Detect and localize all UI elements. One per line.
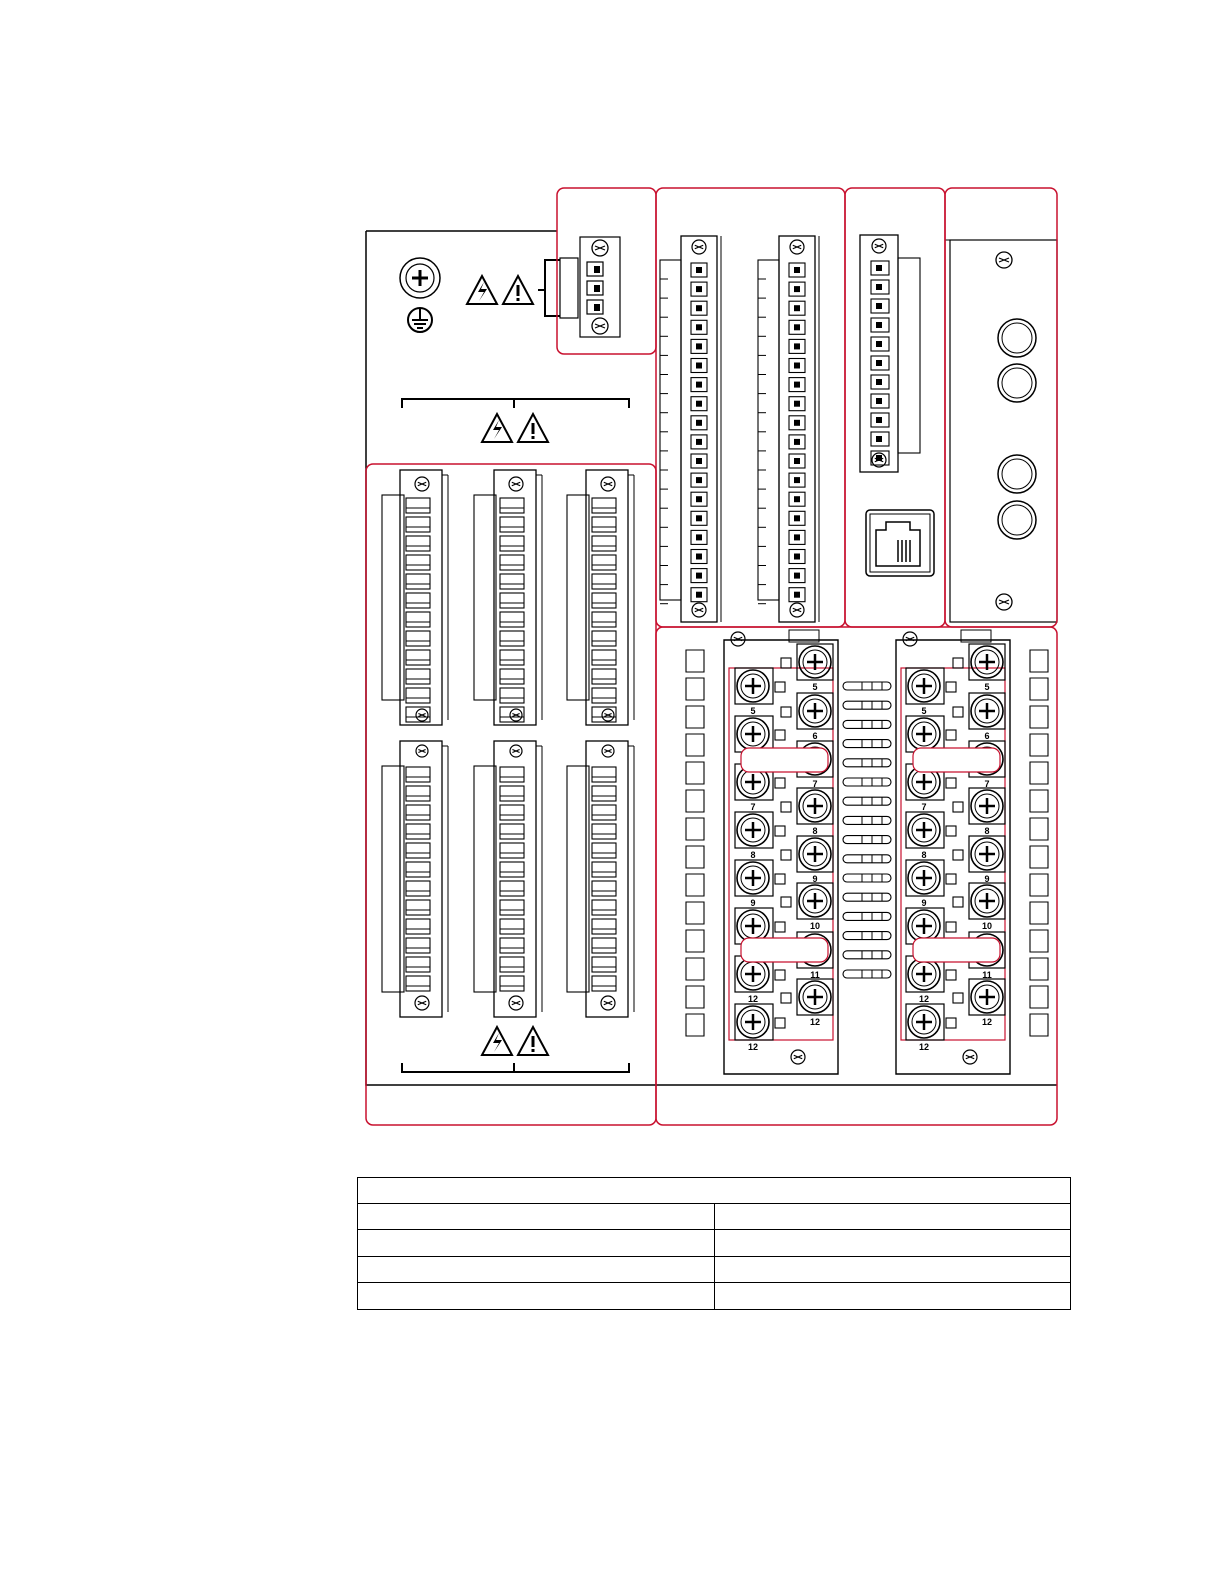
terminal-contact — [406, 824, 430, 839]
legend-table — [357, 1177, 1071, 1310]
terminal-contact — [592, 574, 616, 589]
terminal-contact — [500, 650, 524, 665]
slot-fiber — [945, 188, 1057, 627]
terminal-contact — [592, 650, 616, 665]
ct-terminal-label: 5 — [812, 682, 818, 692]
terminal-screw-icon — [872, 239, 886, 253]
ct-terminal-label: 9 — [750, 898, 756, 908]
ground-screw-icon — [400, 258, 440, 298]
terminal-screw-icon — [510, 745, 522, 757]
terminal-contact — [406, 688, 430, 703]
terminal-contact — [500, 862, 524, 877]
terminal-contact — [406, 536, 430, 551]
terminal-contact — [592, 805, 616, 820]
shorting-link — [843, 740, 891, 748]
lower-io-warning-icons — [482, 1027, 548, 1055]
terminal-contact — [592, 517, 616, 532]
terminal-screw-icon — [903, 632, 917, 646]
terminal-contact — [406, 976, 430, 991]
shorting-link — [843, 970, 891, 978]
label-placeholder — [913, 748, 1000, 772]
label-placeholder — [741, 748, 828, 772]
shorting-link — [843, 701, 891, 709]
ct-terminal-label: 12 — [981, 1017, 993, 1027]
terminal-contact — [500, 536, 524, 551]
terminal-contact — [592, 919, 616, 934]
terminal-contact — [592, 900, 616, 915]
terminal-screw-icon — [416, 745, 428, 757]
shorting-link — [843, 816, 891, 824]
shorting-link — [843, 797, 891, 805]
terminal-contact — [500, 976, 524, 991]
ct-terminal-label: 7 — [812, 779, 818, 789]
terminal-contact — [500, 919, 524, 934]
ct-terminal-label: 6 — [812, 731, 818, 741]
terminal-contact — [500, 805, 524, 820]
table-header-row — [358, 1203, 1071, 1230]
terminal-contact — [592, 767, 616, 782]
slot-lower-io — [366, 464, 656, 1125]
ct-terminal-label: 12 — [918, 1042, 930, 1052]
shorting-link — [843, 874, 891, 882]
terminal-contact — [592, 555, 616, 570]
terminal-contact — [406, 900, 430, 915]
shorting-link — [843, 759, 891, 767]
shorting-link — [843, 855, 891, 863]
ct-terminal-label: 8 — [984, 826, 990, 836]
terminal-contact — [406, 612, 430, 627]
terminal-contact — [500, 843, 524, 858]
terminal-contact — [592, 669, 616, 684]
fiber-module — [950, 240, 1057, 622]
table-cell — [358, 1283, 715, 1310]
terminal-contact — [500, 517, 524, 532]
terminal-contact — [406, 957, 430, 972]
ct-terminal-label: 7 — [921, 802, 927, 812]
ct-terminal-label: 5 — [750, 706, 756, 716]
terminal-contact — [592, 593, 616, 608]
ct-terminal-label: 8 — [812, 826, 818, 836]
ct-terminal-label: 12 — [747, 1042, 759, 1052]
terminal-contact — [500, 786, 524, 801]
terminal-contact — [406, 767, 430, 782]
terminal-contact — [406, 555, 430, 570]
ct-terminal-label: 12 — [809, 1017, 821, 1027]
terminal-contact — [406, 938, 430, 953]
ct-terminal-label: 9 — [921, 898, 927, 908]
table-title — [358, 1178, 1071, 1204]
terminal-contact — [592, 536, 616, 551]
terminal-contact — [592, 957, 616, 972]
ct-terminal-label: 7 — [984, 779, 990, 789]
table-cell — [714, 1256, 1071, 1283]
ct-terminal-label: 9 — [812, 874, 818, 884]
terminal-contact — [592, 843, 616, 858]
terminal-contact — [592, 688, 616, 703]
shorting-link — [843, 778, 891, 786]
fiber-port-icon — [998, 501, 1036, 539]
terminal-contact — [592, 938, 616, 953]
terminal-screw-icon — [509, 996, 523, 1010]
shorting-link — [843, 836, 891, 844]
ct-terminal-label: 11 — [982, 970, 992, 980]
terminal-contact — [500, 900, 524, 915]
upper-terminal-strips — [660, 235, 920, 622]
io-terminal-blocks — [382, 470, 634, 1017]
terminal-screw-icon — [692, 240, 706, 254]
terminal-screw-icon — [415, 477, 429, 491]
terminal-screw-icon — [791, 1050, 805, 1064]
table-header-cell — [714, 1203, 1071, 1230]
slot-upper-io — [656, 188, 845, 627]
ct-terminal-label: 11 — [810, 970, 820, 980]
terminal-plug — [779, 236, 815, 622]
terminal-contact — [406, 593, 430, 608]
fiber-port-icon — [998, 364, 1036, 402]
slot-power — [557, 188, 656, 354]
terminal-screw-icon — [601, 996, 615, 1010]
ct-terminal-label: 6 — [984, 731, 990, 741]
terminal-contact — [406, 881, 430, 896]
terminal-contact — [406, 919, 430, 934]
terminal-contact — [500, 669, 524, 684]
terminal-screw-icon — [415, 996, 429, 1010]
terminal-contact — [406, 786, 430, 801]
terminal-contact — [406, 574, 430, 589]
terminal-screw-icon — [602, 709, 614, 721]
terminal-contact — [406, 843, 430, 858]
terminal-contact — [406, 517, 430, 532]
shorting-link — [843, 720, 891, 728]
terminal-contact — [406, 650, 430, 665]
fiber-port-icon — [998, 455, 1036, 493]
table-row — [358, 1230, 1071, 1257]
terminal-contact — [500, 574, 524, 589]
table-cell — [714, 1283, 1071, 1310]
upper-io-warning-icons — [482, 414, 548, 442]
ct-terminal-label: 8 — [921, 850, 927, 860]
shorting-link — [843, 912, 891, 920]
terminal-screw-icon — [731, 632, 745, 646]
terminal-contact — [500, 957, 524, 972]
table-cell — [358, 1256, 715, 1283]
ct-terminal-label: 7 — [750, 802, 756, 812]
ct-terminal-label: 5 — [984, 682, 990, 692]
terminal-contact — [592, 786, 616, 801]
table-row — [358, 1283, 1071, 1310]
terminal-contact — [592, 824, 616, 839]
terminal-contact — [592, 862, 616, 877]
terminal-screw-icon — [963, 1050, 977, 1064]
rj45-port-icon — [866, 510, 934, 576]
terminal-screw-icon — [601, 477, 615, 491]
table-cell — [358, 1230, 715, 1257]
terminal-screw-icon — [790, 603, 804, 617]
ct-terminal-label: 8 — [750, 850, 756, 860]
protective-earth-icon — [408, 308, 432, 332]
terminal-contact — [500, 612, 524, 627]
terminal-contact — [500, 938, 524, 953]
terminal-contact — [500, 824, 524, 839]
terminal-screw-icon — [602, 745, 614, 757]
ct-terminal-label: 9 — [984, 874, 990, 884]
terminal-contact — [592, 881, 616, 896]
terminal-contact — [500, 688, 524, 703]
terminal-contact — [500, 881, 524, 896]
terminal-contact — [406, 862, 430, 877]
ct-terminal-label: 5 — [921, 706, 927, 716]
terminal-contact — [500, 498, 524, 513]
terminal-contact — [500, 767, 524, 782]
terminal-contact — [592, 498, 616, 513]
terminal-contact — [592, 612, 616, 627]
shorting-link — [843, 951, 891, 959]
slot-highlights — [366, 188, 1057, 1125]
terminal-plug — [681, 236, 717, 622]
ct-terminal-label: 10 — [981, 921, 993, 931]
terminal-contact — [406, 498, 430, 513]
ct-terminal-label: 12 — [918, 994, 930, 1004]
terminal-contact — [500, 593, 524, 608]
terminal-contact — [406, 669, 430, 684]
terminal-screw-icon — [790, 240, 804, 254]
shorting-link — [843, 893, 891, 901]
terminal-contact — [500, 631, 524, 646]
ct-terminal-blocks — [686, 630, 1048, 1074]
fiber-port-icon — [998, 319, 1036, 357]
terminal-contact — [592, 976, 616, 991]
terminal-contact — [406, 631, 430, 646]
terminal-screw-icon — [416, 709, 428, 721]
terminal-contact — [500, 555, 524, 570]
terminal-screw-icon — [510, 709, 522, 721]
shorting-link — [843, 932, 891, 940]
power-warning-icons — [467, 276, 533, 304]
terminal-contact — [592, 631, 616, 646]
label-placeholder — [913, 938, 1000, 962]
ct-terminal-label: 10 — [809, 921, 821, 931]
table-row — [358, 1256, 1071, 1283]
power-connector — [560, 237, 620, 337]
shorting-link — [843, 682, 891, 690]
terminal-contact — [406, 805, 430, 820]
terminal-screw-icon — [509, 477, 523, 491]
terminal-screw-icon — [692, 603, 706, 617]
table-header-cell — [358, 1203, 715, 1230]
label-placeholder — [741, 938, 828, 962]
ct-terminal-label: 12 — [747, 994, 759, 1004]
table-cell — [714, 1230, 1071, 1257]
